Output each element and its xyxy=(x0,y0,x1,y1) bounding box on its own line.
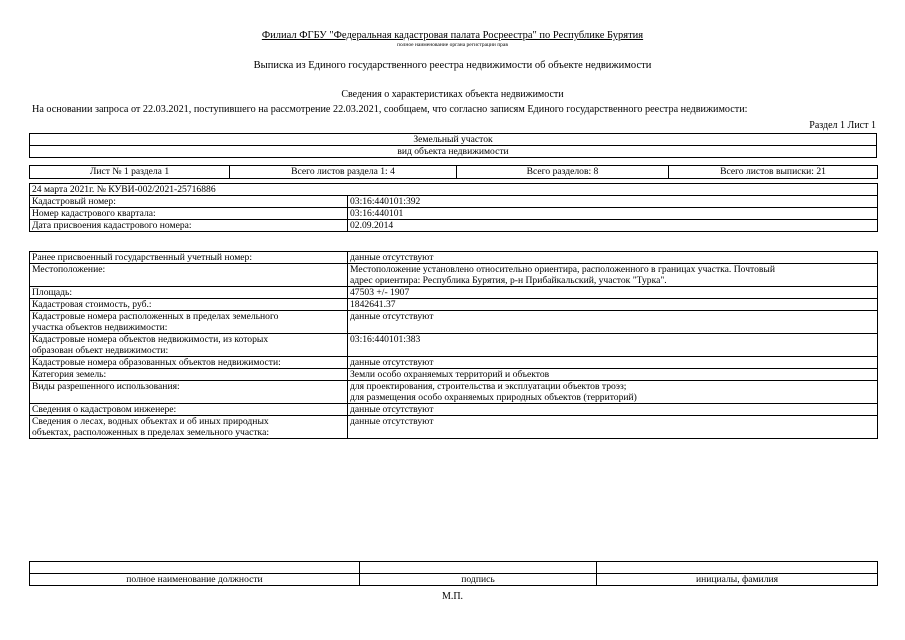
characteristic-label-line: образован объект недвижимости: xyxy=(32,345,169,356)
document-title: Выписка из Единого государственного реестра недвижимости об объекте недвижимости xyxy=(253,60,652,71)
info-value: 03:16:440101 xyxy=(348,208,878,220)
characteristic-label-line: объектах, расположенных в пределах земельного участка: xyxy=(32,427,269,438)
characteristics-table xyxy=(29,251,878,439)
characteristic-label-line: Сведения о кадастровом инженере: xyxy=(32,404,177,415)
characteristic-label-line: Категория земель: xyxy=(32,369,107,380)
position-caption: полное наименование должности xyxy=(30,574,360,586)
stamp-label: М.П. xyxy=(441,591,464,602)
characteristic-value xyxy=(348,381,878,404)
total-sections: Всего разделов: 8 xyxy=(457,166,669,179)
signature-field xyxy=(360,562,597,574)
info-row xyxy=(30,196,878,208)
characteristic-label xyxy=(30,299,348,311)
characteristic-value xyxy=(348,416,878,439)
characteristic-value-line: 1842641.37 xyxy=(350,299,396,310)
characteristic-value-line: для размещения особо охраняемых природных объектов (территорий) xyxy=(350,392,637,403)
characteristic-label-line: Виды разрешенного использования: xyxy=(32,381,180,392)
characteristic-label xyxy=(30,357,348,369)
object-kind-table xyxy=(29,133,877,158)
characteristic-value xyxy=(348,334,878,357)
signature-table xyxy=(29,561,878,586)
characteristic-value-line: Земли особо охраняемых территорий и объектов xyxy=(350,369,550,380)
total-sheets-section: Всего листов раздела 1: 4 xyxy=(230,166,457,179)
signature-caption: подпись xyxy=(360,574,597,586)
characteristic-label xyxy=(30,404,348,416)
characteristic-label-line: Сведения о лесах, водных объектах и об иных природных xyxy=(32,416,269,427)
sheet-number: Лист № 1 раздела 1 xyxy=(30,166,230,179)
characteristic-value xyxy=(348,311,878,334)
characteristic-label-line: Кадастровая стоимость, руб.: xyxy=(32,299,152,310)
characteristic-value-line: данные отсутствуют xyxy=(350,404,434,415)
characteristic-row xyxy=(30,299,878,311)
characteristic-label xyxy=(30,264,348,287)
characteristic-value-line: для проектирования, строительства и эксплуатации объектов троэз; xyxy=(350,381,627,392)
characteristic-row xyxy=(30,416,878,439)
characteristic-label xyxy=(30,334,348,357)
info-value: 03:16:440101:392 xyxy=(348,196,878,208)
characteristic-row xyxy=(30,334,878,357)
characteristic-value-line: 03:16:440101:383 xyxy=(350,334,421,345)
name-field xyxy=(597,562,878,574)
characteristic-value-line: Местоположение установлено относительно ориентира, расположенного в границах участка. Почтовый xyxy=(350,264,775,275)
characteristic-row xyxy=(30,357,878,369)
characteristic-value-line: данные отсутствуют xyxy=(350,416,434,427)
organization-caption: полное наименование органа регистрации прав xyxy=(397,42,508,48)
info-row xyxy=(30,220,878,232)
characteristic-label-line: Кадастровые номера объектов недвижимости, из которых xyxy=(32,334,269,345)
characteristic-value xyxy=(348,287,878,299)
characteristic-row xyxy=(30,264,878,287)
characteristic-row xyxy=(30,369,878,381)
organization-name: Филиал ФГБУ "Федеральная кадастровая палата Росреестра" по Республике Бурятия xyxy=(261,30,644,41)
characteristic-value xyxy=(348,357,878,369)
characteristic-label-line: Площадь: xyxy=(32,287,73,298)
extract-date-number: 24 марта 2021г. № КУВИ-002/2021-25716886 xyxy=(30,184,878,196)
characteristic-row xyxy=(30,381,878,404)
characteristic-row xyxy=(30,404,878,416)
info-value: 02.09.2014 xyxy=(348,220,878,232)
characteristic-label-line: Местоположение: xyxy=(32,264,106,275)
characteristic-row xyxy=(30,252,878,264)
section-label: Раздел 1 Лист 1 xyxy=(809,120,876,131)
characteristic-label xyxy=(30,369,348,381)
characteristic-value-line: данные отсутствуют xyxy=(350,311,434,322)
position-field xyxy=(30,562,360,574)
characteristic-value-line: данные отсутствуют xyxy=(350,252,434,263)
characteristic-label xyxy=(30,381,348,404)
characteristic-label-line: Ранее присвоенный государственный учетный номер: xyxy=(32,252,252,263)
characteristic-value xyxy=(348,404,878,416)
info-label: Номер кадастрового квартала: xyxy=(30,208,348,220)
info-row xyxy=(30,208,878,220)
characteristic-label-line: участка объектов недвижимости: xyxy=(32,322,168,333)
name-caption: инициалы, фамилия xyxy=(597,574,878,586)
document-subtitle: Сведения о характеристиках объекта недвижимости xyxy=(341,89,564,100)
characteristic-label xyxy=(30,416,348,439)
characteristic-label xyxy=(30,252,348,264)
total-sheets-extract: Всего листов выписки: 21 xyxy=(669,166,878,179)
info-label: Дата присвоения кадастрового номера: xyxy=(30,220,348,232)
characteristic-value xyxy=(348,264,878,287)
characteristic-label xyxy=(30,287,348,299)
characteristic-value-line: адрес ориентира: Республика Бурятия, р-н Прибайкальский, участок "Турка". xyxy=(350,275,667,286)
characteristic-value xyxy=(348,252,878,264)
object-kind-caption: вид объекта недвижимости xyxy=(30,146,877,158)
characteristic-row xyxy=(30,287,878,299)
characteristic-row xyxy=(30,311,878,334)
characteristic-value xyxy=(348,369,878,381)
characteristic-value-line: 47503 +/- 1907 xyxy=(350,287,410,298)
characteristic-value-line: данные отсутствуют xyxy=(350,357,434,368)
request-basis-text: На основании запроса от 22.03.2021, поступившего на рассмотрение 22.03.2021, сообщаем, что согласно записям Единого государственного реестра недвижимости: xyxy=(32,104,748,115)
characteristic-label-line: Кадастровые номера образованных объектов недвижимости: xyxy=(32,357,281,368)
characteristic-value xyxy=(348,299,878,311)
info-label: Кадастровый номер: xyxy=(30,196,348,208)
identification-table xyxy=(29,183,878,232)
characteristic-label-line: Кадастровые номера расположенных в пределах земельного xyxy=(32,311,279,322)
characteristic-label xyxy=(30,311,348,334)
object-kind-name: Земельный участок xyxy=(30,134,877,146)
sheets-table xyxy=(29,165,878,179)
